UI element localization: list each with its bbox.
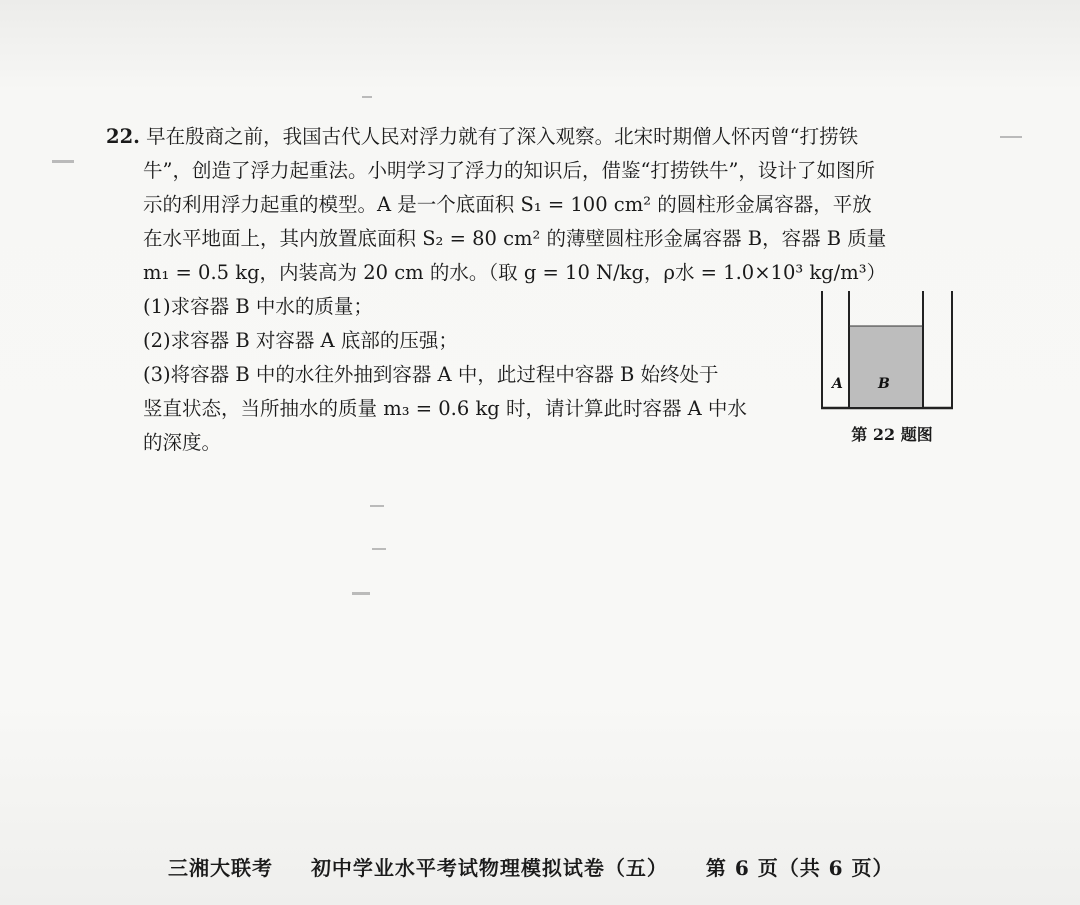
sub-question-3-cont: 竖直状态，当所抽水的质量 m₃ = 0.6 kg 时，请计算此时容器 A 中水	[143, 397, 747, 420]
sub-question-2: (2)求容器 B 对容器 A 底部的压强；	[143, 329, 458, 352]
page-footer	[168, 852, 928, 881]
question-line-3: 示的利用浮力起重的模型。A 是一个底面积 S₁ = 100 cm² 的圆柱形金属容器，平放	[143, 193, 872, 216]
label-b: B	[878, 376, 890, 392]
question-text: 早在殷商之前，我国古代人民对浮力就有了深入观察。北宋时期僧人怀丙曾“打捞铁	[146, 125, 859, 148]
scan-mark	[362, 96, 372, 98]
footer-exam-name: 三湘大联考	[168, 856, 273, 880]
footer-page-info: 第 6 页（共 6 页）	[705, 856, 894, 880]
footer-paper-title: 初中学业水平考试物理模拟试卷（五）	[310, 856, 668, 880]
question-line-2: 牛”，创造了浮力起重法。小明学习了浮力的知识后，借鉴“打捞铁牛”，设计了如图所	[143, 159, 875, 182]
label-a: A	[832, 376, 843, 392]
scan-mark	[370, 505, 384, 507]
figure-caption: 第 22 题图	[851, 425, 933, 444]
scan-mark	[372, 548, 386, 550]
question-line-1	[106, 120, 956, 154]
sub-question-3-end: 的深度。	[143, 431, 222, 454]
scan-mark	[1000, 136, 1022, 138]
scan-mark	[352, 592, 370, 595]
sub-question-1: (1)求容器 B 中水的质量；	[143, 295, 373, 318]
scan-mark	[52, 160, 74, 163]
question-line-5: m₁ = 0.5 kg，内装高为 20 cm 的水。（取 g = 10 N/kg，ρ水 = 1.0×10³ kg/m³）	[143, 261, 887, 284]
sub-question-3: (3)将容器 B 中的水往外抽到容器 A 中，此过程中容器 B 始终处于	[143, 363, 719, 386]
figure-22	[812, 286, 962, 448]
question-line-4: 在水平地面上，其内放置底面积 S₂ = 80 cm² 的薄壁圆柱形金属容器 B，容器 B 质量	[143, 227, 887, 250]
water-in-b	[850, 326, 922, 407]
container-diagram	[812, 286, 962, 416]
question-number: 22.	[106, 125, 140, 148]
